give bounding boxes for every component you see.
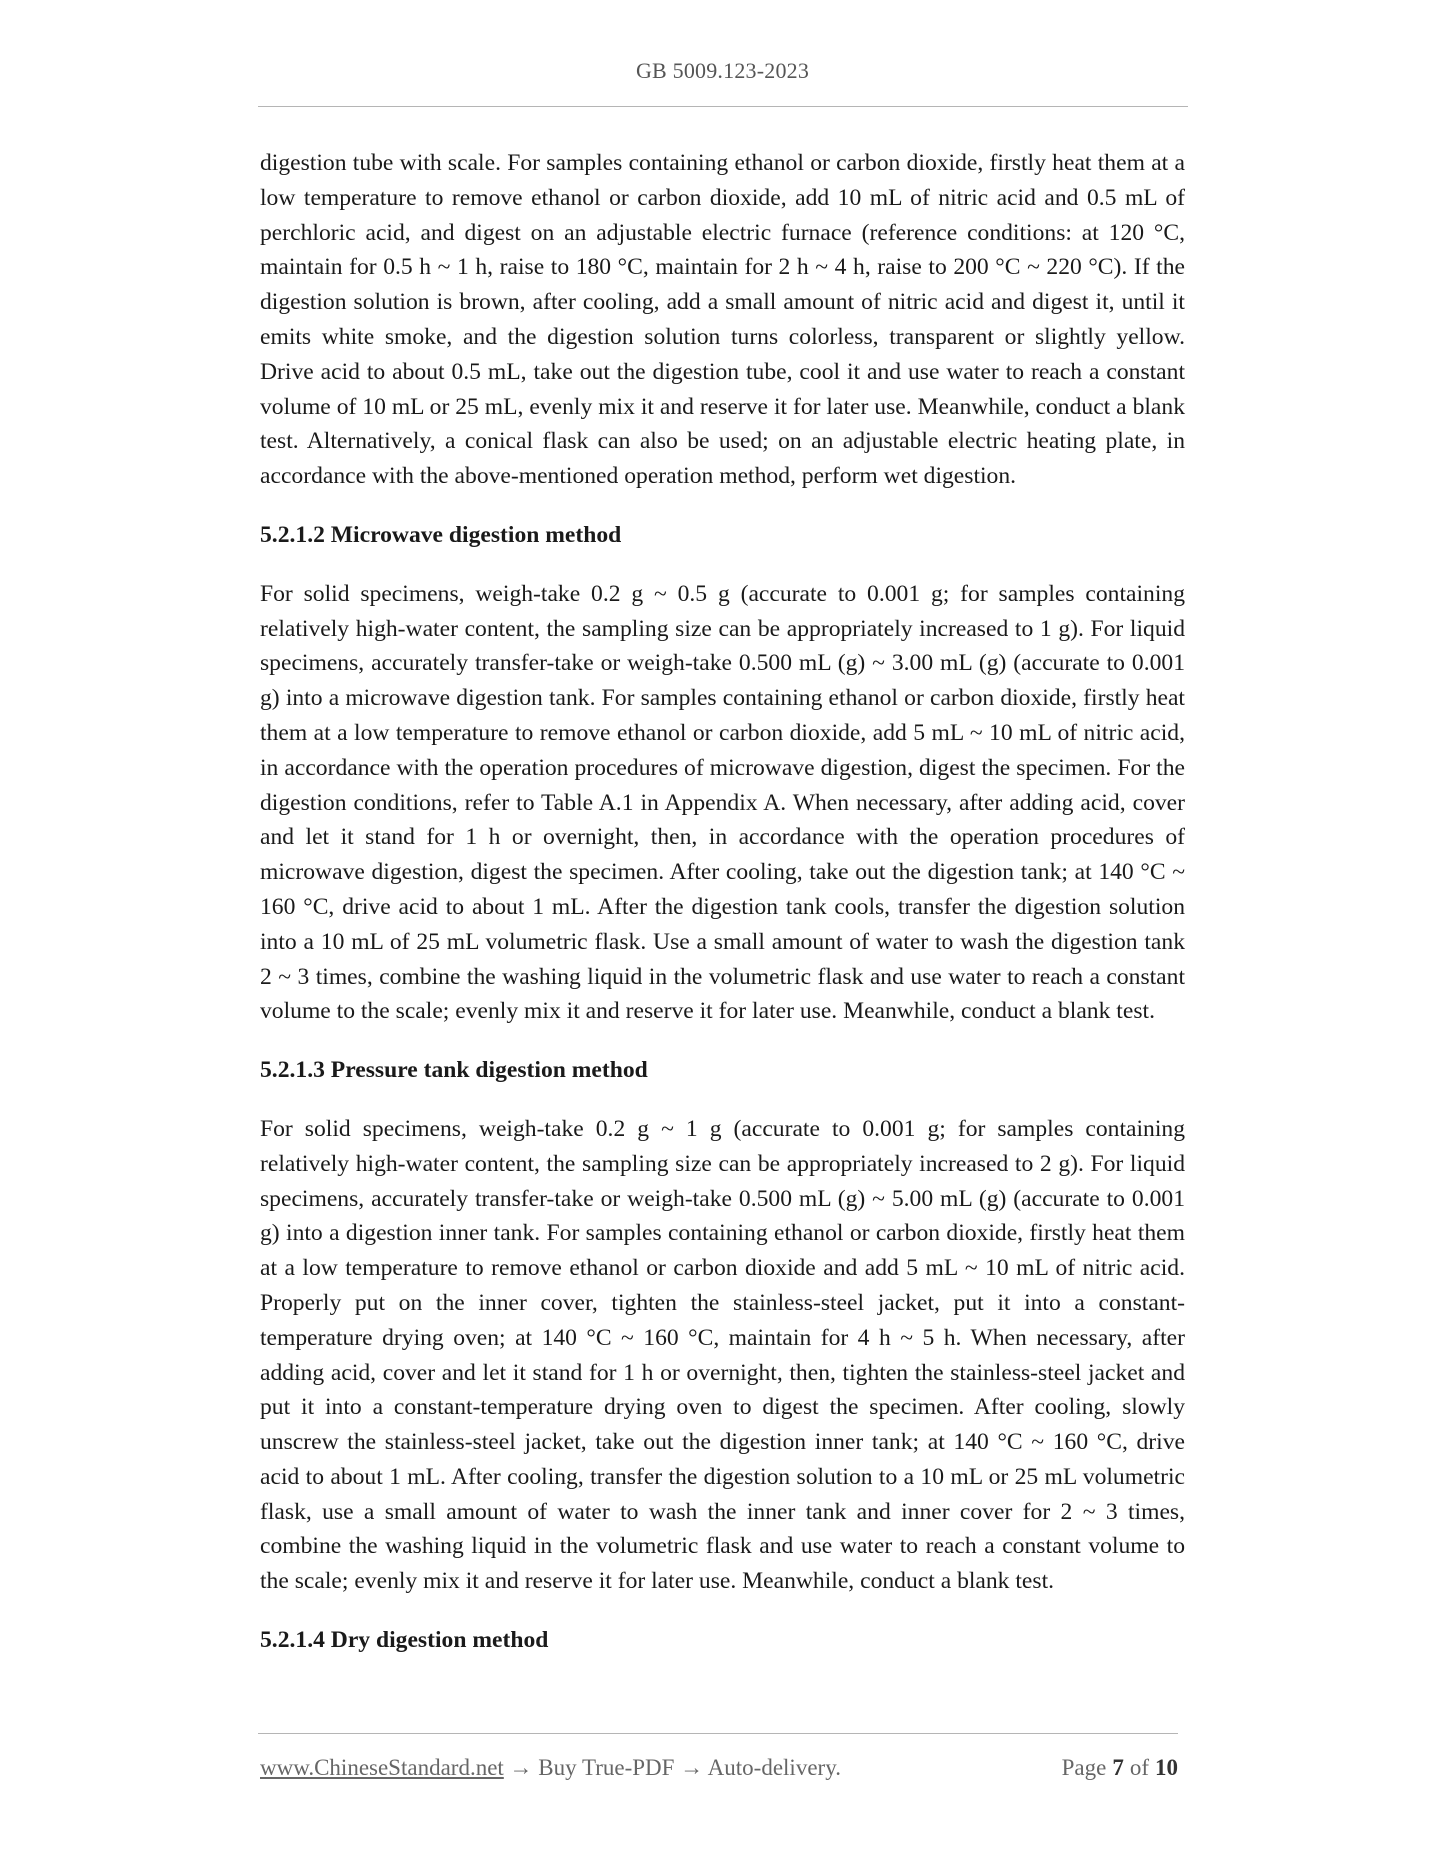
document-header-code: GB 5009.123-2023 <box>635 58 810 83</box>
arrow-right-icon: → <box>509 1755 533 1780</box>
auto-delivery-text: Auto-delivery. <box>707 1755 841 1780</box>
buy-true-pdf-text: Buy True-PDF <box>538 1755 675 1780</box>
section-heading-dry-digestion: 5.2.1.4 Dry digestion method <box>260 1627 549 1654</box>
header-divider <box>258 106 1188 107</box>
arrow-right-icon: → <box>680 1755 704 1780</box>
total-page-count: 10 <box>1155 1755 1178 1780</box>
section-heading-pressure-tank: 5.2.1.3 Pressure tank digestion method <box>260 1057 648 1084</box>
intro-paragraph: digestion tube with scale. For samples containing ethanol or carbon dioxide, firstly heat them at a low temperature to remove ethanol or carbon dioxide, add 10 mL of nitric acid and 0.5 mL of perchloric acid, and digest on an adjustable electric furnace (reference conditions: at 120 °C, maintain for 0.5 h ~ 1 h, raise to 180 °C, maintain for 2 h ~ 4 h, raise to 200 °C ~ 220 °C). If the digestion solution is brown, after cooling, add a small amount of nitric acid and digest it, until it emits white smoke, and the digestion solution turns colorless, transparent or slightly yellow. Drive acid to about 0.5 mL, take out the digestion tube, cool it and use water to reach a constant volume of 10 mL or 25 mL, evenly mix it and reserve it for later use. Meanwhile, conduct a blank test. Alternatively, a conical flask can also be used; on an adjustable electric heating plate, in accordance with the above-mentioned operation method, perform wet digestion. <box>260 150 1185 490</box>
page-label: Page <box>1061 1755 1107 1780</box>
section-heading-microwave: 5.2.1.2 Microwave digestion method <box>260 521 622 548</box>
document-body <box>260 146 1185 1682</box>
section-text-pressure-tank: For solid specimens, weigh-take 0.2 g ~ 1 g (accurate to 0.001 g; for samples containing relatively high-water content, the sampling size can be appropriately increased to 2 g). For liquid specimens, accurately transfer-take or weigh-take 0.500 mL (g) ~ 5.00 mL (g) (accurate to 0.001 g) into a digestion inner tank. For samples containing ethanol or carbon dioxide, firstly heat them at a low temperature to remove ethanol or carbon dioxide and add 5 mL ~ 10 mL of nitric acid. Properly put on the inner cover, tighten the stainless-steel jacket, put it into a constant-temperature drying oven; at 140 °C ~ 160 °C, maintain for 4 h ~ 5 h. When necessary, after adding acid, cover and let it stand for 1 h or overnight, then, tighten the stainless-steel jacket and put it into a constant-temperature drying oven to digest the specimen. After cooling, slowly unscrew the stainless-steel jacket, take out the digestion inner tank; at 140 °C ~ 160 °C, drive acid to about 1 mL. After cooling, transfer the digestion solution to a 10 mL or 25 mL volumetric flask, use a small amount of water to wash the inner tank and inner cover for 2 ~ 3 times, combine the washing liquid in the volumetric flask and use water to reach a constant volume to the scale; evenly mix it and reserve it for later use. Meanwhile, conduct a blank test. <box>260 1115 1185 1595</box>
page-indicator <box>1062 1753 1178 1783</box>
footer-divider <box>258 1733 1178 1734</box>
site-link[interactable]: www.ChineseStandard.net <box>260 1755 504 1780</box>
section-text-microwave: For solid specimens, weigh-take 0.2 g ~ 0.5 g (accurate to 0.001 g; for samples containing relatively high-water content, the sampling size can be appropriately increased to 1 g). For liquid specimens, accurately transfer-take or weigh-take 0.500 mL (g) ~ 3.00 mL (g) (accurate to 0.001 g) into a microwave digestion tank. For samples containing ethanol or carbon dioxide, firstly heat them at a low temperature to remove ethanol or carbon dioxide, add 5 mL ~ 10 mL of nitric acid, in accordance with the operation procedures of microwave digestion, digest the specimen. For the digestion conditions, refer to Table A.1 in Appendix A. When necessary, after adding acid, cover and let it stand for 1 h or overnight, then, in accordance with the operation procedures of microwave digestion, digest the specimen. After cooling, take out the digestion tank; at 140 °C ~ 160 °C, drive acid to about 1 mL. After the digestion tank cools, transfer the digestion solution into a 10 mL of 25 mL volumetric flask. Use a small amount of water to wash the digestion tank 2 ~ 3 times, combine the washing liquid in the volumetric flask and use water to reach a constant volume to the scale; evenly mix it and reserve it for later use. Meanwhile, conduct a blank test. <box>260 580 1185 1025</box>
current-page-number: 7 <box>1112 1755 1124 1780</box>
of-label: of <box>1129 1755 1149 1780</box>
footer-promo <box>260 1753 841 1783</box>
